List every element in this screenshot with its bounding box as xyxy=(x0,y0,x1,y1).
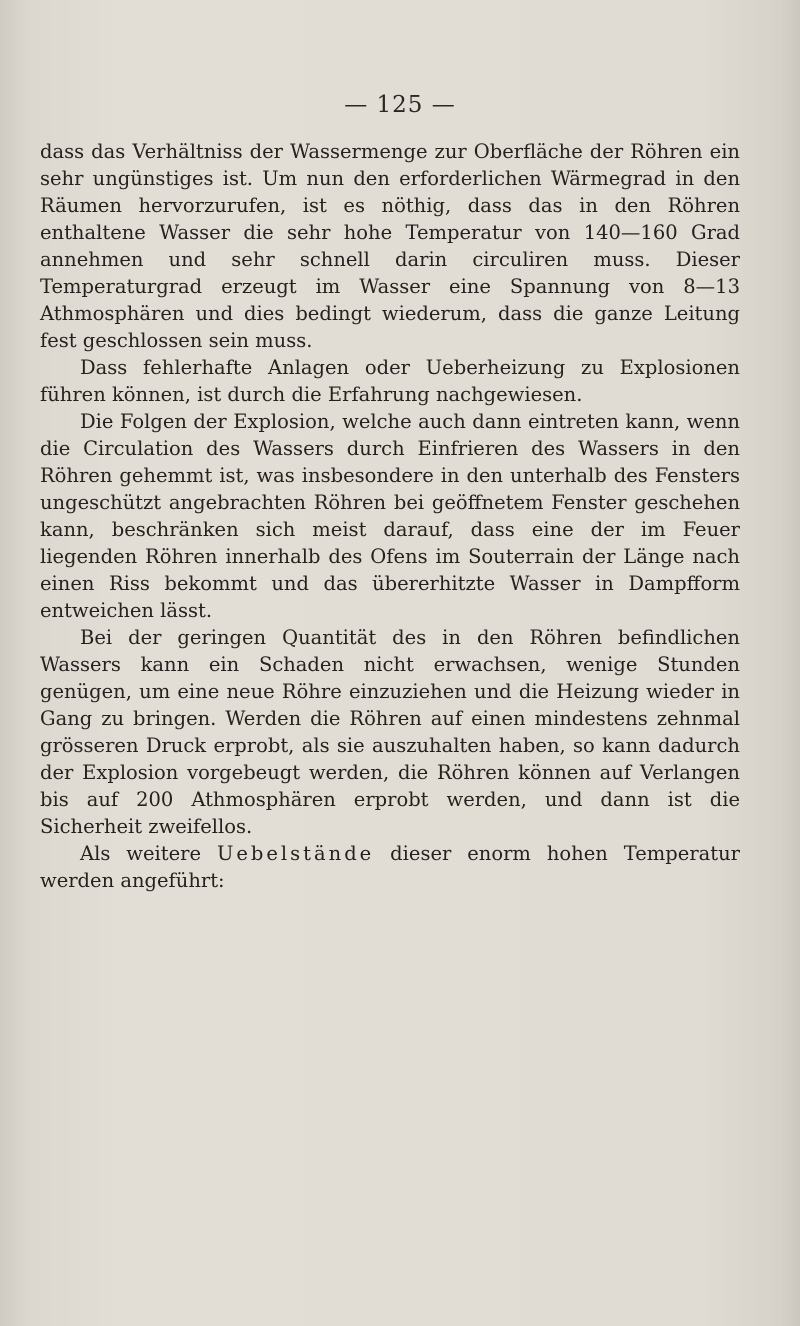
paragraph-5 xyxy=(40,840,740,894)
spaced-emphasis-word: Uebelstände xyxy=(216,842,375,865)
paragraph-2: Dass fehlerhafte Anlagen oder Ueberheizung zu Explosionen führen können, ist durch die Erfahrung nachgewiesen. xyxy=(40,356,740,406)
paragraph-5-lead: Als weitere xyxy=(80,842,217,865)
paragraph-3: Die Folgen der Explosion, welche auch dann eintreten kann, wenn die Circulation des Wassers durch Einfrieren des Wassers in den Röhren gehemmt ist, was insbesondere in den unterhalb des Fensters ungeschützt angebrachten Röhren bei geöffnetem Fenster geschehen kann, beschränken sich meist darauf, dass eine der im Feuer liegenden Röhren innerhalb des Ofens im Souterrain der Länge nach einen Riss bekommt und das übererhitzte Wasser in Dampfform entweichen lässt. xyxy=(40,410,740,622)
paragraph-1: dass das Verhältniss der Wassermenge zur Oberfläche der Röhren ein sehr ungünstiges ist. Um nun den erforderlichen Wärmegrad in den Räumen hervorzurufen, ist es nöthig, dass das in den Röhren enthaltene Wasser die sehr hohe Temperatur von 140—160 Grad annehmen und sehr schnell darin circuliren muss. Dieser Temperaturgrad erzeugt im Wasser eine Spannung von 8—13 Athmosphären und dies bedingt wiederum, dass die ganze Leitung fest geschlossen sein muss. xyxy=(40,140,740,352)
page-number: — 125 — xyxy=(344,92,456,118)
paragraph-5-rest: dieser enorm hohen Temperatur werden angeführt: xyxy=(40,842,740,892)
paragraph-4: Bei der geringen Quantität des in den Röhren befindlichen Wassers kann ein Schaden nicht erwachsen, wenige Stunden genügen, um eine neue Röhre einzuziehen und die Heizung wieder in Gang zu bringen. Werden die Röhren auf einen mindestens zehnmal grösseren Druck erprobt, als sie auszuhalten haben, so kann dadurch der Explosion vorgebeugt werden, die Röhren können auf Verlangen bis auf 200 Athmosphären erprobt werden, und dann ist die Sicherheit zweifellos. xyxy=(40,626,740,838)
page-body xyxy=(40,138,740,894)
